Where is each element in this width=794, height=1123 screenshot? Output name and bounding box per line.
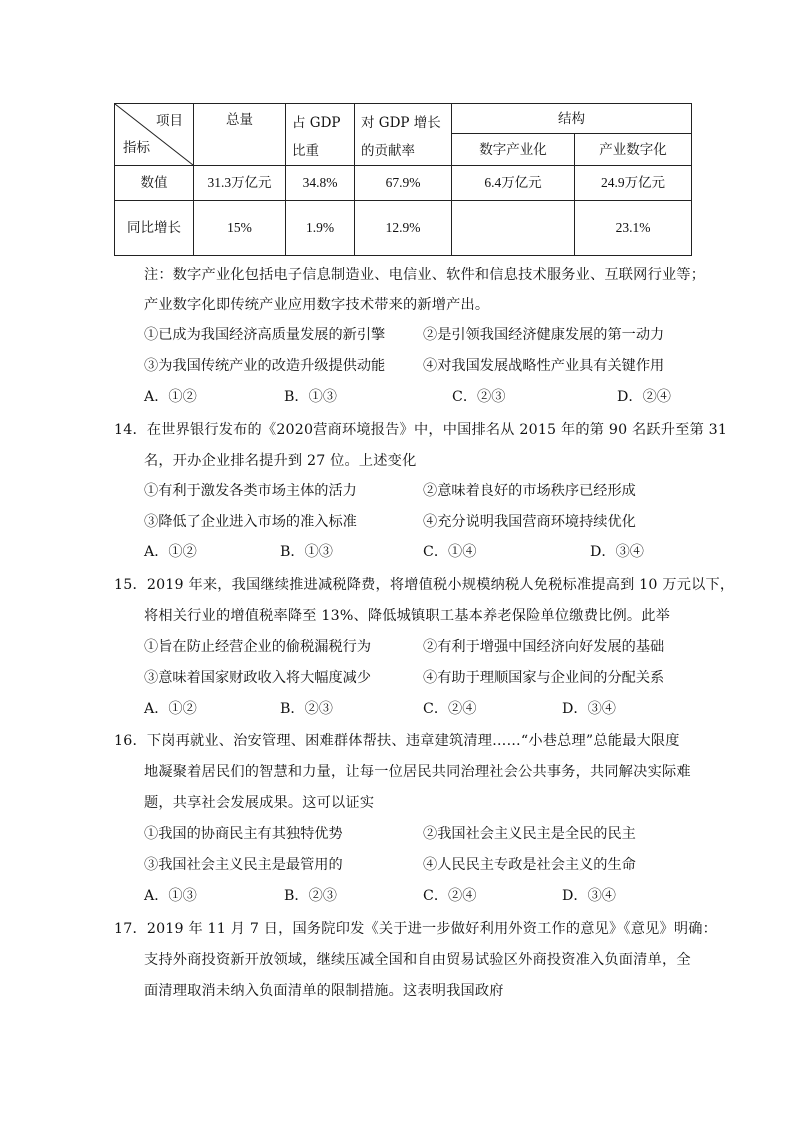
header-gdp-contribution-line1: 对 GDP 增长 <box>361 115 441 131</box>
table-cell: 12.9% <box>355 201 452 256</box>
q15-option-2: ②有利于增强中国经济向好发展的基础 <box>423 639 665 655</box>
table-cell: 1.9% <box>286 201 355 256</box>
q14-option-4: ④充分说明我国营商环境持续优化 <box>423 514 636 530</box>
q16-stem-line3: 题，共享社会发展成果。这可以证实 <box>144 795 375 811</box>
q13-choice-b[interactable]: B．①③ <box>284 389 337 405</box>
table-cell: 34.8% <box>286 166 355 201</box>
header-industry-digitalization: 产业数字化 <box>575 134 692 166</box>
header-gdp-share-line2: 比重 <box>292 143 319 159</box>
q16-option-2: ②我国社会主义民主是全民的民主 <box>423 826 636 842</box>
q15-choice-a[interactable]: A．①② <box>144 701 197 717</box>
table-row <box>115 166 692 201</box>
q14-option-2: ②意味着良好的市场秩序已经形成 <box>423 483 636 499</box>
q16-stem-line2: 地凝聚着居民们的智慧和力量，让每一位居民共同治理社会公共事务，共同解决实际难 <box>144 764 691 780</box>
q15-stem-line2: 将相关行业的增值税率降至 13%、降低城镇职工基本养老保险单位缴费比例。此举 <box>144 608 671 624</box>
table-cell: 23.1% <box>575 201 692 256</box>
q13-option-1: ①已成为我国经济高质量发展的新引擎 <box>144 327 386 343</box>
q15-choice-c[interactable]: C．②④ <box>423 701 477 717</box>
table-cell <box>452 201 575 256</box>
q14-choice-a[interactable]: A．①② <box>144 544 197 560</box>
table-cell: 15% <box>194 201 286 256</box>
table-cell: 67.9% <box>355 166 452 201</box>
q13-choice-d[interactable]: D．②④ <box>617 389 671 405</box>
header-gdp-share-line1: 占 GDP <box>292 115 341 131</box>
q13-option-3: ③为我国传统产业的改造升级提供动能 <box>144 358 386 374</box>
q14-stem-line2: 名，开办企业排名提升到 27 位。上述变化 <box>144 453 417 469</box>
table-row <box>115 201 692 256</box>
header-digital-industrialization: 数字产业化 <box>452 134 575 166</box>
row-label: 数值 <box>115 166 194 201</box>
table-corner-cell <box>115 104 194 166</box>
header-gdp-contribution <box>355 104 452 166</box>
table-note-line1: 注：数字产业化包括电子信息制造业、电信业、软件和信息技术服务业、互联网行业等； <box>144 267 706 283</box>
q14-choice-b[interactable]: B．①③ <box>280 544 333 560</box>
q16-option-3: ③我国社会主义民主是最管用的 <box>144 857 343 873</box>
corner-label-item: 项目 <box>156 113 183 129</box>
q16-choice-d[interactable]: D．③④ <box>562 888 616 904</box>
q16-choice-b[interactable]: B．②③ <box>284 888 337 904</box>
corner-label-indicator: 指标 <box>123 140 150 156</box>
q14-option-3: ③降低了企业进入市场的准入标准 <box>144 514 357 530</box>
q16-option-1: ①我国的协商民主有其独特优势 <box>144 826 343 842</box>
table-note-line2: 产业数字化即传统产业应用数字技术带来的新增产出。 <box>144 297 490 313</box>
q14-choice-c[interactable]: C．①④ <box>423 544 477 560</box>
q16-option-4: ④人民民主专政是社会主义的生命 <box>423 857 636 873</box>
header-gdp-share <box>286 104 355 166</box>
row-label: 同比增长 <box>115 201 194 256</box>
table-cell: 31.3万亿元 <box>194 166 286 201</box>
q15-stem-line1: 15．2019 年来，我国继续推进减税降费，将增值税小规模纳税人免税标准提高到 10 万元以下， <box>114 577 735 593</box>
q14-stem-line1: 14．在世界银行发布的《2020营商环境报告》中，中国排名从 2015 年的第 90 名跃升至第 31 <box>114 422 728 438</box>
q14-option-1: ①有利于激发各类市场主体的活力 <box>144 483 357 499</box>
q16-choice-a[interactable]: A．①③ <box>144 888 197 904</box>
q16-choice-c[interactable]: C．②④ <box>423 888 477 904</box>
table-cell: 24.9万亿元 <box>575 166 692 201</box>
table-cell: 6.4万亿元 <box>452 166 575 201</box>
q17-stem-line2: 支持外商投资新开放领域，继续压减全国和自由贸易试验区外商投资准入负面清单，全 <box>144 952 691 968</box>
q15-option-3: ③意味着国家财政收入将大幅度减少 <box>144 670 372 686</box>
q17-stem-line1: 17．2019 年 11 月 7 日，国务院印发《关于进一步做好利用外资工作的意见》《意见》明确： <box>114 921 718 937</box>
q15-choice-b[interactable]: B．②③ <box>280 701 333 717</box>
q16-stem-line1: 16．下岗再就业、治安管理、困难群体帮扶、违章建筑清理……“小巷总理”总能最大限度 <box>114 733 680 749</box>
q14-choice-d[interactable]: D．③④ <box>590 544 644 560</box>
digital-economy-table <box>114 103 692 256</box>
header-gdp-contribution-line2: 的贡献率 <box>361 143 415 159</box>
q13-option-4: ④对我国发展战略性产业具有关键作用 <box>423 358 665 374</box>
header-structure: 结构 <box>452 104 692 134</box>
header-total: 总量 <box>194 104 286 166</box>
q17-stem-line3: 面清理取消未纳入负面清单的限制措施。这表明我国政府 <box>144 983 504 999</box>
q15-option-4: ④有助于理顺国家与企业间的分配关系 <box>423 670 665 686</box>
q15-choice-d[interactable]: D．③④ <box>562 701 616 717</box>
q15-option-1: ①旨在防止经营企业的偷税漏税行为 <box>144 639 372 655</box>
q13-choice-c[interactable]: C．②③ <box>452 389 506 405</box>
q13-option-2: ②是引领我国经济健康发展的第一动力 <box>423 327 665 343</box>
q13-choice-a[interactable]: A．①② <box>144 389 197 405</box>
